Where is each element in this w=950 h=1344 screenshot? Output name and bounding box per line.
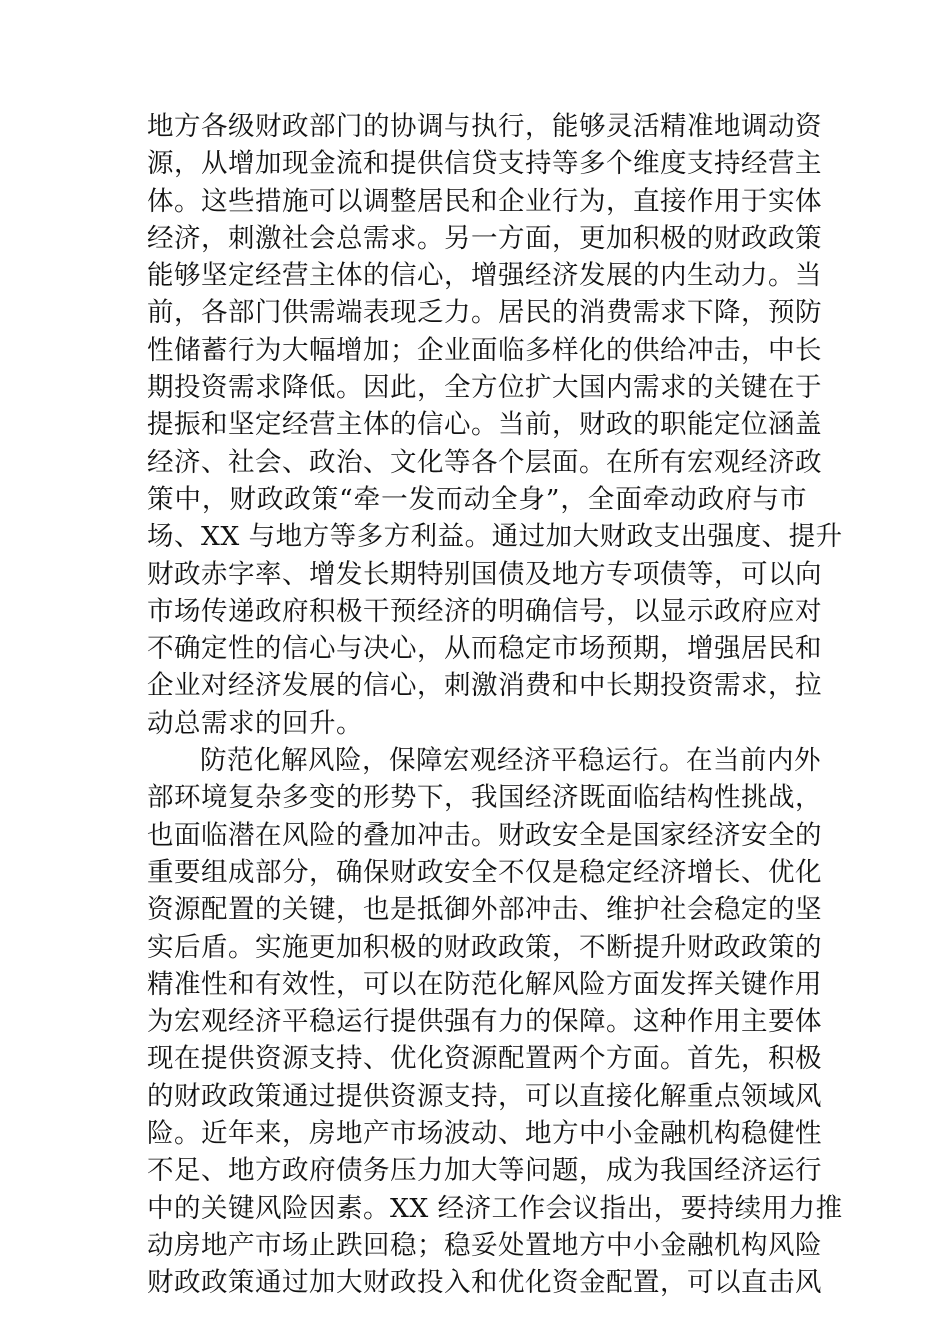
text-line: 场、XX 与地方等多方利益。通过加大财政支出强度、提升 — [147, 521, 843, 553]
text-line: 也面临潜在风险的叠加冲击。财政安全是国家经济安全的 — [147, 819, 822, 851]
text-line: 精准性和有效性，可以在防范化解风险方面发挥关键作用 — [147, 968, 822, 1000]
text-line: 策中，财政政策“牵一发而动全身”，全面牵动政府与市 — [147, 483, 807, 515]
text-line: 部环境复杂多变的形势下，我国经济既面临结构性挑战， — [147, 782, 822, 814]
text-line: 现在提供资源支持、优化资源配置两个方面。首先，积极 — [147, 1043, 822, 1075]
text-line: 险。近年来，房地产市场波动、地方中小金融机构稳健性 — [147, 1118, 822, 1150]
text-line: 不足、地方政府债务压力加大等问题，成为我国经济运行 — [147, 1155, 822, 1187]
body-text — [147, 108, 843, 1302]
text-line: 市场传递政府积极干预经济的明确信号，以显示政府应对 — [147, 595, 822, 627]
paragraph-start-line: 防范化解风险，保障宏观经济平稳运行。在当前内外 — [200, 745, 821, 777]
text-line: 地方各级财政部门的协调与执行，能够灵活精准地调动资 — [147, 111, 822, 142]
text-line: 财政政策通过加大财政投入和优化资金配置，可以直击风 — [147, 1267, 822, 1299]
text-line: 经济，刺激社会总需求。另一方面，更加积极的财政政策 — [147, 222, 822, 254]
text-line: 能够坚定经营主体的信心，增强经济发展的内生动力。当 — [147, 260, 822, 292]
paragraph-end-line: 动总需求的回升。 — [147, 707, 363, 739]
text-line: 财政赤字率、增发长期特别国债及地方专项债等，可以向 — [147, 558, 822, 590]
text-line: 动房地产市场止跌回稳；稳妥处置地方中小金融机构风险 — [147, 1229, 822, 1261]
text-line: 体。这些措施可以调整居民和企业行为，直接作用于实体 — [147, 185, 822, 217]
text-line: 前，各部门供需端表现乏力。居民的消费需求下降，预防 — [147, 297, 822, 329]
text-line: 重要组成部分，确保财政安全不仅是稳定经济增长、优化 — [147, 856, 822, 888]
text-line: 的财政政策通过提供资源支持，可以直接化解重点领域风 — [147, 1080, 822, 1112]
text-line: 性储蓄行为大幅增加；企业面临多样化的供给冲击，中长 — [147, 334, 822, 366]
text-line: 中的关键风险因素。XX 经济工作会议指出，要持续用力推 — [147, 1192, 843, 1224]
text-line: 不确定性的信心与决心，从而稳定市场预期，增强居民和 — [147, 633, 822, 665]
text-line: 资源配置的关键，也是抵御外部冲击、维护社会稳定的坚 — [147, 894, 822, 926]
text-line: 实后盾。实施更加积极的财政政策，不断提升财政政策的 — [147, 931, 822, 963]
text-line: 提振和坚定经营主体的信心。当前，财政的职能定位涵盖 — [147, 409, 822, 441]
text-line: 企业对经济发展的信心，刺激消费和中长期投资需求，拉 — [147, 670, 822, 702]
text-line: 经济、社会、政治、文化等各个层面。在所有宏观经济政 — [147, 446, 822, 478]
text-line: 期投资需求降低。因此，全方位扩大国内需求的关键在于 — [147, 372, 822, 404]
text-line: 源，从增加现金流和提供信贷支持等多个维度支持经营主 — [147, 148, 822, 180]
text-line: 为宏观经济平稳运行提供强有力的保障。这种作用主要体 — [147, 1006, 822, 1038]
